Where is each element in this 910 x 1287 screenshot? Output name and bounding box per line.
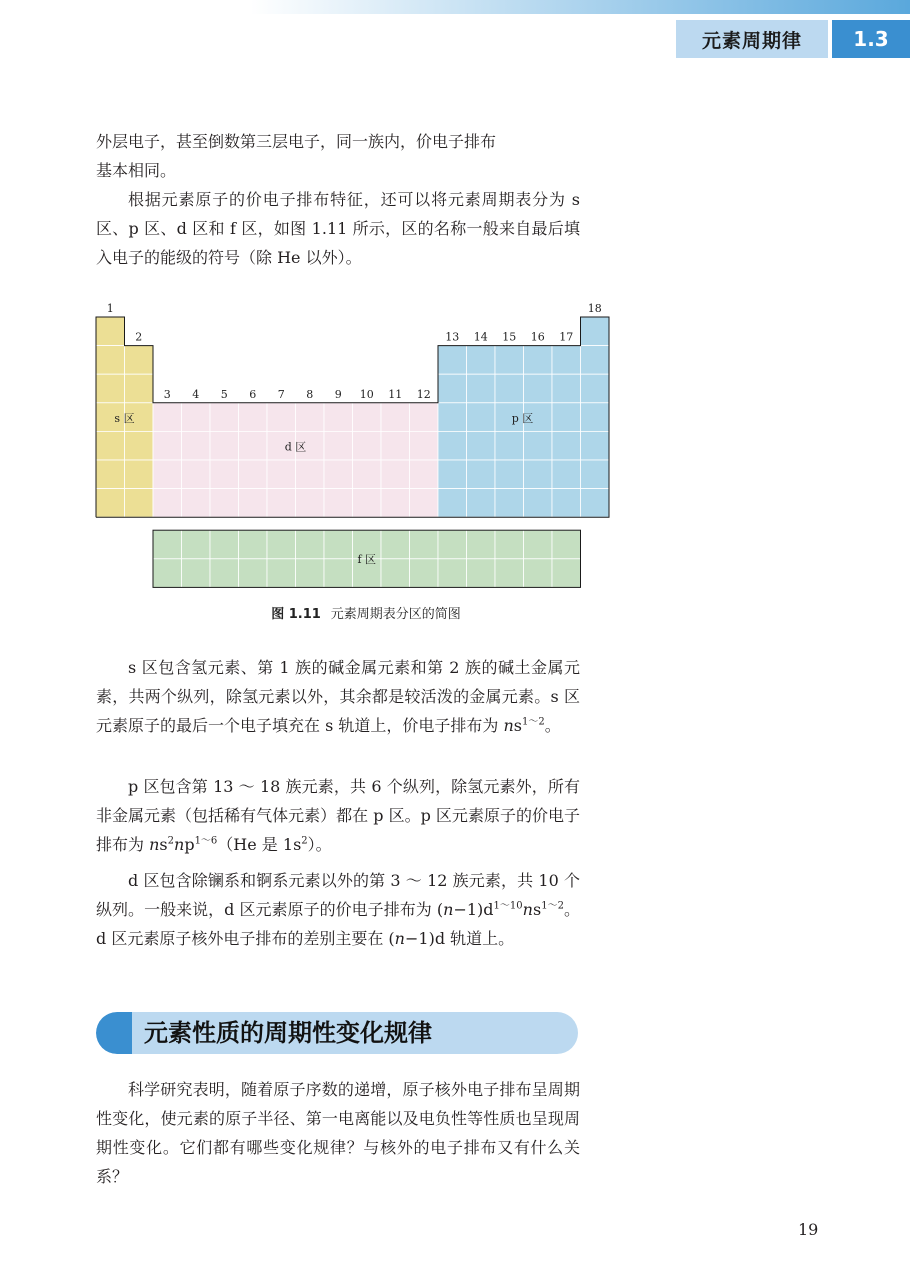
s-block-cell bbox=[96, 346, 125, 375]
f-block-cell bbox=[552, 530, 581, 559]
f-block-cell bbox=[210, 559, 239, 588]
d-block-cell bbox=[153, 431, 182, 460]
d-block-cell bbox=[324, 460, 353, 489]
group-number-label: 11 bbox=[388, 387, 403, 401]
d-block-cell bbox=[381, 431, 410, 460]
s-block-formula-sup: 1～2 bbox=[522, 716, 545, 728]
f-block-cell bbox=[524, 559, 553, 588]
f-block-cell bbox=[210, 530, 239, 559]
f-block-cell bbox=[296, 530, 325, 559]
p-block-cell bbox=[467, 460, 496, 489]
s-block-cell bbox=[125, 460, 154, 489]
group-number-label: 17 bbox=[559, 330, 574, 344]
f-block-cell bbox=[524, 530, 553, 559]
group-number-label: 4 bbox=[192, 387, 200, 401]
f-block-cell bbox=[495, 530, 524, 559]
section-heading-title: 元素性质的周期性变化规律 bbox=[144, 1019, 432, 1047]
group-number-label: 18 bbox=[587, 302, 602, 315]
f-block-cell bbox=[438, 559, 467, 588]
s-block-paragraph bbox=[96, 653, 580, 740]
f-block-cell bbox=[381, 559, 410, 588]
header-gradient-band bbox=[250, 0, 910, 14]
p-block-cell bbox=[552, 374, 581, 403]
p-block-paragraph bbox=[96, 772, 580, 859]
p-block-cell bbox=[524, 489, 553, 518]
f-block-cell bbox=[381, 530, 410, 559]
p-block-cell bbox=[467, 431, 496, 460]
s-block-cell bbox=[96, 489, 125, 518]
d-block-cell bbox=[239, 403, 268, 432]
d-block-cell bbox=[296, 403, 325, 432]
d-block-f1-sup: 1～10 bbox=[493, 900, 523, 912]
s-block-label: s 区 bbox=[114, 411, 135, 425]
s-block-cell bbox=[125, 431, 154, 460]
d-block-f1-post: −1)d bbox=[453, 900, 494, 919]
group-number-label: 7 bbox=[277, 387, 285, 401]
d-block-cell bbox=[153, 403, 182, 432]
group-number-label: 12 bbox=[416, 387, 431, 401]
f-block-cell bbox=[467, 530, 496, 559]
d-block-f1-var: n bbox=[443, 900, 454, 919]
p-block-cell bbox=[495, 431, 524, 460]
p-block-cell bbox=[581, 460, 610, 489]
d-block-paragraph bbox=[96, 866, 580, 953]
d-block-cell bbox=[267, 460, 296, 489]
chapter-title: 元素周期律 bbox=[676, 20, 828, 58]
d-block-cell bbox=[296, 460, 325, 489]
d-block-text: d 区包含除镧系和锕系元素以外的第 3 ～ 12 族元素，共 10 个纵列。一般来说，d 区元素原子的价电子排布为 bbox=[96, 871, 580, 919]
d-block-cell bbox=[381, 460, 410, 489]
d-block-cell bbox=[239, 460, 268, 489]
intro-line-1: 外层电子，甚至倒数第三层电子，同一族内，价电子排布 bbox=[96, 132, 497, 151]
p-block-cell bbox=[495, 489, 524, 518]
group-number-label: 13 bbox=[445, 330, 460, 344]
blocks-intro-paragraph: 根据元素原子的价电子排布特征，还可以将元素周期表分为 s 区、p 区、d 区和 f 区，如图 1.11 所示，区的名称一般来自最后填入电子的能级的符号（除 He 以外）。 bbox=[96, 190, 580, 267]
p-block-cell bbox=[524, 346, 553, 375]
p-block-he-pre: （He 是 1s bbox=[217, 835, 302, 854]
p-block-cell bbox=[581, 374, 610, 403]
d-block-cell bbox=[410, 489, 439, 518]
d-block-cell bbox=[324, 403, 353, 432]
p-block-cell bbox=[467, 346, 496, 375]
p-block-f1-var: n bbox=[149, 835, 160, 854]
f-block-cell bbox=[239, 530, 268, 559]
intro-line-2: 基本相同。 bbox=[96, 161, 177, 180]
p-block-cell bbox=[552, 489, 581, 518]
p-block-cell bbox=[524, 431, 553, 460]
d-block-cell bbox=[182, 431, 211, 460]
p-block-cell bbox=[552, 403, 581, 432]
d-block-f2-base: s bbox=[532, 900, 542, 919]
s-block-cell bbox=[125, 489, 154, 518]
figure-caption-number: 图 1.11 bbox=[271, 607, 321, 622]
group-number-label: 15 bbox=[502, 330, 517, 344]
p-block-label: p 区 bbox=[511, 411, 534, 425]
group-number-label: 14 bbox=[473, 330, 488, 344]
group-number-label: 1 bbox=[106, 302, 114, 315]
f-block-cell bbox=[410, 530, 439, 559]
p-block-cell bbox=[495, 346, 524, 375]
d-block-mid: 。d 区元素原子核外电子排布的差别主要在 bbox=[96, 900, 580, 948]
d-block-cell bbox=[353, 489, 382, 518]
d-block-cell bbox=[267, 489, 296, 518]
f-block-cell bbox=[324, 559, 353, 588]
f-block-cell bbox=[239, 559, 268, 588]
section-intro-paragraph: 科学研究表明，随着原子序数的递增，原子核外电子排布呈周期性变化，使元素的原子半径、第一电离能以及电负性等性质也呈现周期性变化。它们都有哪些变化规律？与核外的电子排布又有什么关系？ bbox=[96, 1080, 580, 1186]
d-block-cell bbox=[381, 403, 410, 432]
p-block-cell bbox=[438, 346, 467, 375]
p-block-cell bbox=[495, 460, 524, 489]
p-block-f1-base: s bbox=[159, 835, 168, 854]
s-block-formula-var: n bbox=[503, 716, 514, 735]
d-block-cell bbox=[353, 460, 382, 489]
d-block-f3-post: −1)d 轨道上。 bbox=[404, 929, 515, 948]
f-block-cell bbox=[438, 530, 467, 559]
p-block-cell bbox=[467, 489, 496, 518]
d-block-cell bbox=[239, 431, 268, 460]
d-block-cell bbox=[353, 431, 382, 460]
d-block-f3-var: n bbox=[394, 929, 405, 948]
d-block-cell bbox=[267, 403, 296, 432]
d-block-cell bbox=[353, 403, 382, 432]
d-block-f3-pre: ( bbox=[388, 929, 395, 948]
d-block-label: d 区 bbox=[284, 440, 307, 454]
p-block-cell bbox=[438, 431, 467, 460]
p-block-cell bbox=[581, 403, 610, 432]
s-block-cell bbox=[96, 460, 125, 489]
p-block-f2-var: n bbox=[174, 835, 185, 854]
f-block-label: f 区 bbox=[357, 552, 377, 566]
d-block-cell bbox=[182, 460, 211, 489]
p-block-cell bbox=[581, 317, 610, 346]
section-heading bbox=[96, 1012, 578, 1054]
s-block-formula-base: s bbox=[513, 716, 523, 735]
p-block-cell bbox=[581, 346, 610, 375]
d-block-cell bbox=[210, 431, 239, 460]
d-block-cell bbox=[410, 460, 439, 489]
p-block-cell bbox=[495, 374, 524, 403]
p-block-cell bbox=[552, 460, 581, 489]
d-block-cell bbox=[210, 489, 239, 518]
section-heading-accent bbox=[96, 1012, 132, 1054]
p-block-cell bbox=[467, 403, 496, 432]
intro-paragraph bbox=[96, 127, 580, 185]
f-block-cell bbox=[267, 530, 296, 559]
p-block-f1-sup: 2 bbox=[167, 835, 174, 847]
d-block-cell bbox=[182, 489, 211, 518]
d-block-cell bbox=[410, 403, 439, 432]
p-block-cell bbox=[438, 489, 467, 518]
p-block-he-sup: 2 bbox=[301, 835, 308, 847]
d-block-cell bbox=[324, 489, 353, 518]
f-block-cell bbox=[182, 559, 211, 588]
group-number-label: 6 bbox=[249, 387, 257, 401]
f-block-cell bbox=[182, 530, 211, 559]
s-block-cell bbox=[96, 431, 125, 460]
f-block-cell bbox=[296, 559, 325, 588]
f-block-cell bbox=[153, 559, 182, 588]
p-block-cell bbox=[438, 460, 467, 489]
d-block-cell bbox=[239, 489, 268, 518]
p-block-cell bbox=[524, 374, 553, 403]
group-number-label: 5 bbox=[220, 387, 228, 401]
group-number-label: 2 bbox=[135, 330, 143, 344]
d-block-cell bbox=[153, 460, 182, 489]
d-block-cell bbox=[410, 431, 439, 460]
f-block-cell bbox=[467, 559, 496, 588]
figure-caption-text: 元素周期表分区的简图 bbox=[330, 607, 461, 622]
group-number-label: 9 bbox=[334, 387, 342, 401]
f-block-cell bbox=[153, 530, 182, 559]
p-block-text: p 区包含第 13 ～ 18 族元素，共 6 个纵列，除氢元素外，所有非金属元素（包括稀有气体元素）都在 p 区。p 区元素原子的价电子排布为 bbox=[96, 777, 580, 854]
periodic-table-block-diagram bbox=[90, 296, 620, 596]
section-number: 1.3 bbox=[832, 20, 910, 58]
d-block-f1-pre: ( bbox=[436, 900, 444, 919]
d-block-cell bbox=[210, 403, 239, 432]
d-block-cell bbox=[296, 489, 325, 518]
page-number: 19 bbox=[798, 1220, 819, 1239]
s-block-tail: 。 bbox=[544, 716, 561, 735]
f-block-cell bbox=[495, 559, 524, 588]
p-block-cell bbox=[552, 431, 581, 460]
p-block-he-post: ）。 bbox=[307, 835, 332, 854]
figure-caption bbox=[96, 603, 636, 622]
p-block-cell bbox=[467, 374, 496, 403]
p-block-cell bbox=[581, 431, 610, 460]
p-block-cell bbox=[438, 403, 467, 432]
d-block-cell bbox=[381, 489, 410, 518]
d-block-f2-sup: 1～2 bbox=[541, 900, 564, 912]
f-block-cell bbox=[410, 559, 439, 588]
group-number-label: 3 bbox=[163, 387, 171, 401]
p-block-cell bbox=[438, 374, 467, 403]
d-block-cell bbox=[153, 489, 182, 518]
group-number-label: 8 bbox=[306, 387, 314, 401]
s-block-cell bbox=[125, 374, 154, 403]
s-block-text: s 区包含氢元素、第 1 族的碱金属元素和第 2 族的碱土金属元素，共两个纵列，除氢元素以外，其余都是较活泼的金属元素。s 区元素原子的最后一个电子填充在 s 轨道上，价电子排布为 bbox=[96, 658, 580, 735]
p-block-cell bbox=[581, 489, 610, 518]
d-block-cell bbox=[210, 460, 239, 489]
d-block-cell bbox=[182, 403, 211, 432]
s-block-cell bbox=[125, 346, 154, 375]
p-block-cell bbox=[552, 346, 581, 375]
chapter-header bbox=[676, 20, 910, 58]
s-block-cell bbox=[96, 317, 125, 346]
f-block-cell bbox=[324, 530, 353, 559]
group-number-label: 16 bbox=[530, 330, 545, 344]
s-block-cell bbox=[96, 374, 125, 403]
d-block-f2-var: n bbox=[522, 900, 533, 919]
p-block-f2-sup: 1～6 bbox=[194, 835, 218, 847]
d-block-cell bbox=[324, 431, 353, 460]
p-block-f2-base: p bbox=[184, 835, 195, 854]
p-block-cell bbox=[524, 460, 553, 489]
group-number-label: 10 bbox=[359, 387, 374, 401]
f-block-cell bbox=[267, 559, 296, 588]
f-block-cell bbox=[552, 559, 581, 588]
